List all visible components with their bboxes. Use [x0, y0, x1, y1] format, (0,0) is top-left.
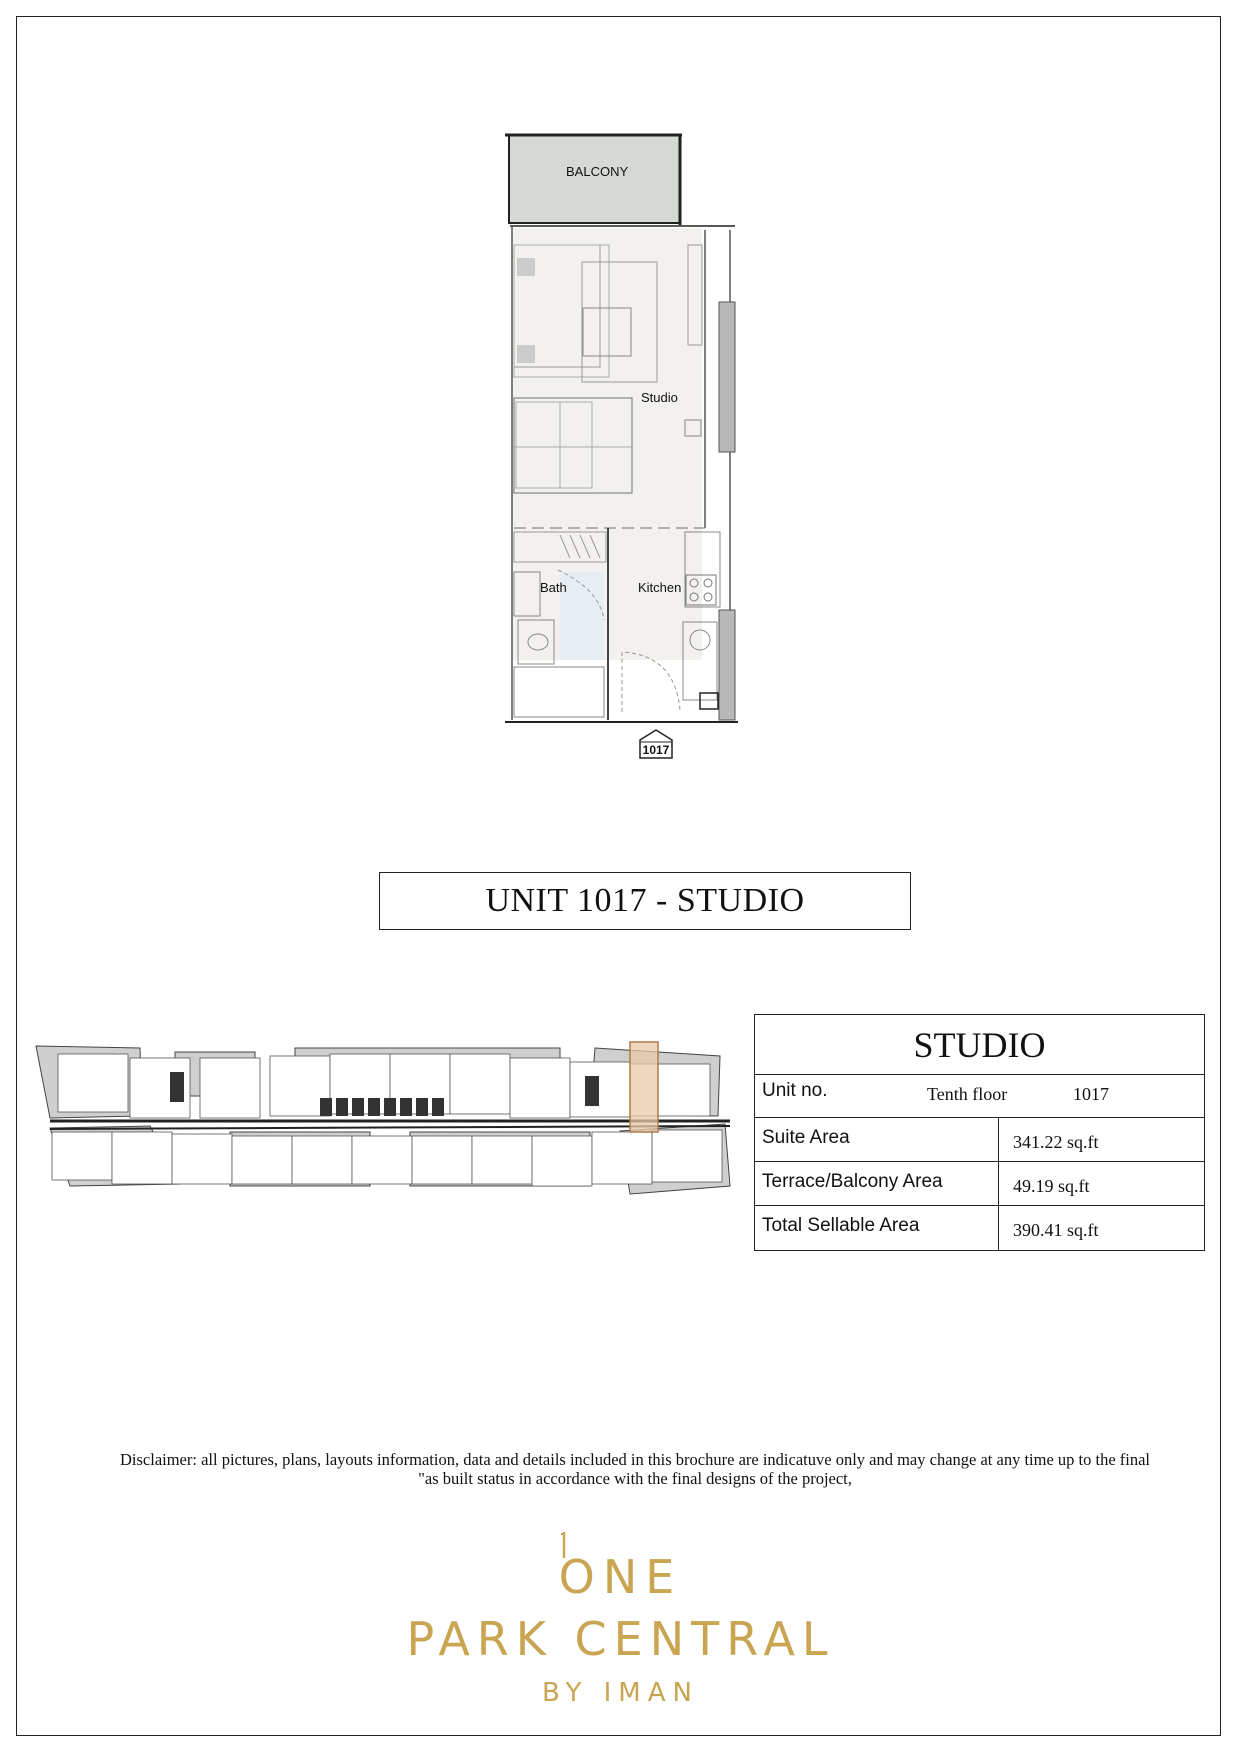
kitchen-label: Kitchen: [638, 580, 682, 595]
row-value: 49.19 sq.ft: [1013, 1176, 1090, 1196]
row-label: Total Sellable Area: [762, 1215, 920, 1236]
table-row: [755, 1118, 1204, 1162]
disclaimer-line-2: "as built status in accordance with the final designs of the project,: [418, 1469, 852, 1488]
unit-floor-plan: [500, 130, 745, 770]
row-label: Suite Area: [762, 1127, 850, 1148]
area-spec-table: [754, 1014, 1205, 1251]
unit-1017-highlight: [630, 1042, 658, 1132]
unit-info-row: [755, 1074, 1204, 1118]
table-row: [755, 1162, 1204, 1206]
floor-key-plan: [30, 1036, 735, 1221]
floor-value: Tenth floor: [927, 1084, 1008, 1104]
row-label: Terrace/Balcony Area: [762, 1171, 943, 1192]
spec-table-title: STUDIO: [755, 1015, 1204, 1075]
balcony-area: [509, 135, 680, 223]
logo-line-3: BY IMAN: [542, 1678, 699, 1708]
unit-no-value: 1017: [1073, 1084, 1109, 1104]
logo-line-2: PARK CENTRAL: [406, 1612, 835, 1666]
unit-title: UNIT 1017 - STUDIO: [379, 872, 911, 930]
row-value: 341.22 sq.ft: [1013, 1132, 1099, 1152]
balcony-label: BALCONY: [566, 164, 629, 179]
table-row: [755, 1206, 1204, 1250]
row-value: 390.41 sq.ft: [1013, 1220, 1099, 1240]
logo-line-1: ONE: [558, 1550, 683, 1604]
unit-tag-label: 1017: [642, 743, 670, 757]
disclaimer: [60, 1450, 1210, 1488]
bath-label: Bath: [540, 580, 567, 595]
unit-no-label: Unit no.: [762, 1080, 828, 1101]
studio-label: Studio: [641, 390, 678, 405]
disclaimer-line-1: Disclaimer: all pictures, plans, layouts information, data and details included in this brochure are indicatuve only and may change at any time up to the final: [119, 1450, 1151, 1469]
